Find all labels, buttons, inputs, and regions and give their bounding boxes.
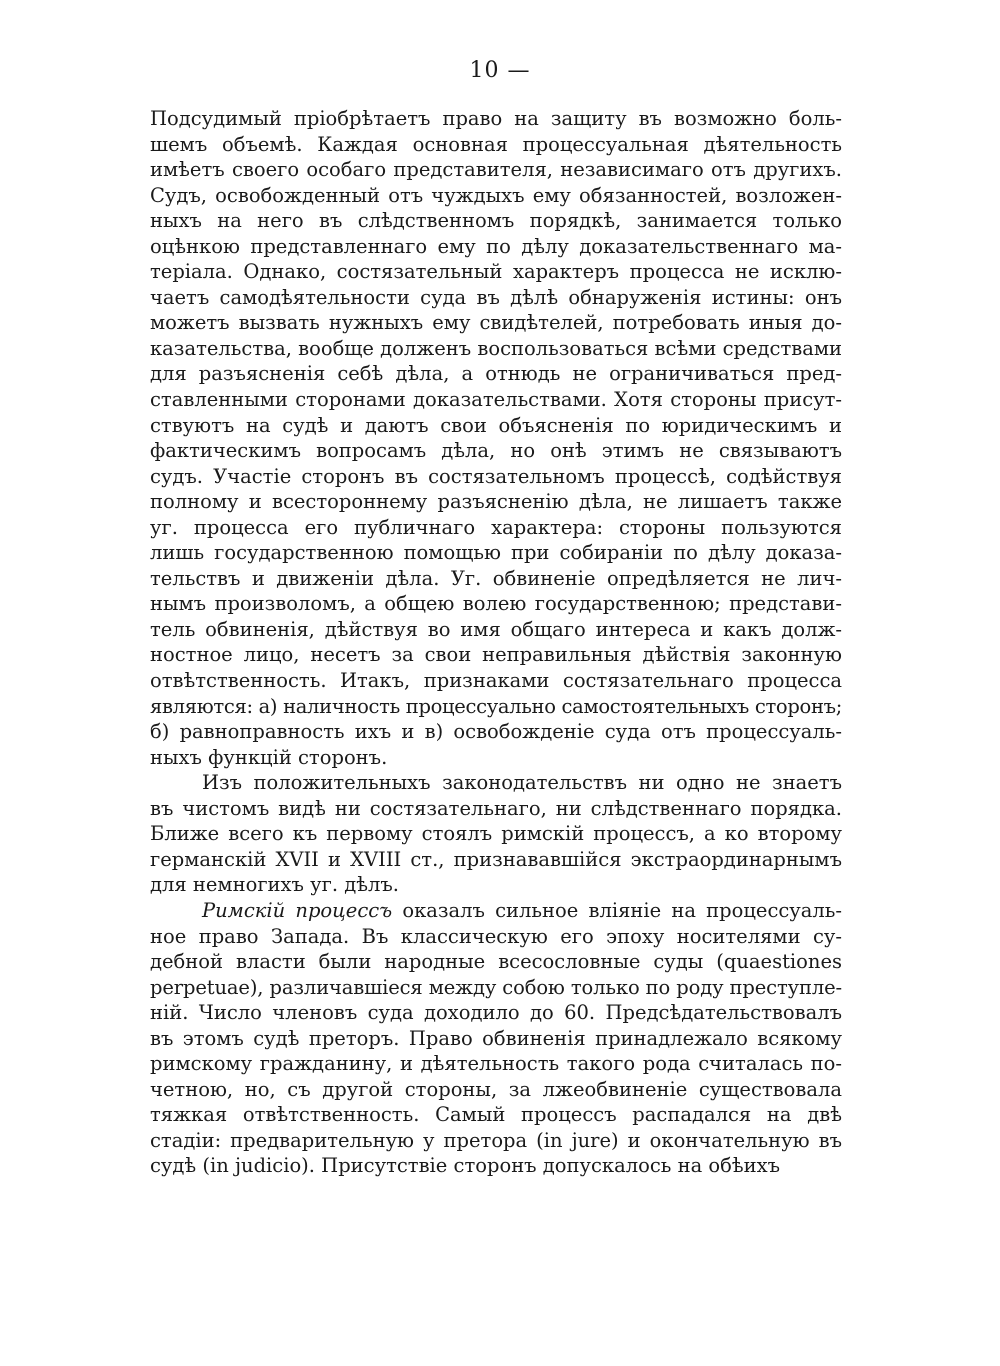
text-line: казательства, вообще долженъ воспользоваться всѣми средствами xyxy=(150,336,842,360)
text-line: ностное лицо, несетъ за свои неправильныя дѣйствія законную xyxy=(150,643,842,667)
paragraph-3 xyxy=(150,898,842,1179)
text-line: ній. Число членовъ суда доходило до 60. Предсѣдательствовалъ xyxy=(150,1001,842,1025)
text-line: Подсудимый пріобрѣтаетъ право на защиту въ возможно боль- xyxy=(150,107,842,130)
text-line-first xyxy=(150,898,842,924)
text-line: ствуютъ на судѣ и даютъ свои объясненія по юридическимъ и xyxy=(150,413,842,437)
text-line: Ближе всего къ первому стоялъ римскій процессъ, а ко второму xyxy=(150,822,842,846)
text-line: ное право Запада. Въ классическую его эпоху носителями су- xyxy=(150,924,842,948)
text-line: въ чистомъ видѣ ни состязательнаго, ни слѣдственнаго порядка. xyxy=(150,796,842,820)
text-line: можетъ вызвать нужныхъ ему свидѣтелей, потребовать иныя до- xyxy=(150,311,842,335)
text-line: являются: а) наличность процессуально самостоятельныхъ сторонъ; xyxy=(150,694,842,718)
text-line: для разъясненія себѣ дѣла, а отнюдь не ограничиваться пред- xyxy=(150,362,842,386)
text-line: въ этомъ судѣ преторъ. Право обвиненія принадлежало всякому xyxy=(150,1026,842,1050)
text-line: ставленными сторонами доказательствами. Хотя стороны присут- xyxy=(150,388,842,412)
text-line: для немногихъ уг. дѣлъ. xyxy=(150,873,399,897)
text-line: б) равноправность ихъ и в) освобожденіе суда отъ процессуаль- xyxy=(150,720,842,744)
text-line: уг. процесса его публичнаго характера: стороны пользуются xyxy=(150,515,842,539)
text-line: лишь государственною помощью при собираніи по дѣлу доказа- xyxy=(150,541,842,565)
text-line: римскому гражданину, и дѣятельность такого рода считалась по- xyxy=(150,1052,842,1076)
text-line: тельствъ и движеніи дѣла. Уг. обвиненіе опредѣляется не лич- xyxy=(150,566,842,590)
text-line: ныхъ на него въ слѣдственномъ порядкѣ, занимается только xyxy=(150,209,842,233)
text-line: дебной власти были народные всесословные суды (quaestiones xyxy=(150,950,842,974)
text-line: отвѣтственность. Итакъ, признаками состязательнаго процесса xyxy=(150,669,842,693)
paragraph-1 xyxy=(150,106,842,770)
paragraph-2 xyxy=(150,770,842,898)
text-line: нымъ произволомъ, а общею волею государственною; представи- xyxy=(150,592,842,616)
text-line: судѣ (in judicio). Присутствіе сторонъ допускалось на обѣихъ xyxy=(150,1154,781,1178)
text-line: тяжкая отвѣтственность. Самый процессъ распадался на двѣ xyxy=(150,1103,842,1127)
text-line: ныхъ функцій сторонъ. xyxy=(150,745,388,769)
text-line: оцѣнкою представленнаго ему по дѣлу доказательственнаго ма- xyxy=(150,234,842,258)
text-line: тель обвиненія, дѣйствуя во имя общаго интереса и какъ долж- xyxy=(150,617,842,641)
text-line: германскій XVII и XVIII ст., признававшійся экстраординарнымъ xyxy=(150,847,842,871)
text-line: судъ. Участіе сторонъ въ состязательномъ процессѣ, содѣйствуя xyxy=(150,464,842,488)
text-line: имѣетъ своего особаго представителя, независимаго отъ другихъ. xyxy=(150,158,842,182)
text-line-rest: оказалъ сильное вліяніе на процессуаль- xyxy=(392,898,842,922)
text-line: Судъ, освобожденный отъ чуждыхъ ему обязанностей, возложен- xyxy=(150,183,842,207)
text-line: четною, но, съ другой стороны, за лжеобвиненіе существовала xyxy=(150,1077,842,1101)
page-number: 10 — xyxy=(469,58,531,83)
text-line: фактическимъ вопросамъ дѣла, но онѣ этимъ не связываютъ xyxy=(150,439,842,463)
text-line: стадіи: предварительную у претора (in jure) и окончательную въ xyxy=(150,1128,842,1152)
text-line: полному и всестороннему разъясненію дѣла, не лишаетъ также xyxy=(150,490,842,514)
text-line: perpetuae), различавшіеся между собою только по роду преступле- xyxy=(150,975,842,999)
body-text xyxy=(150,106,842,1179)
text-line: чаетъ самодѣятельности суда въ дѣлѣ обнаруженія истины: онъ xyxy=(150,285,842,309)
text-line: теріала. Однако, состязательный характеръ процесса не исклю- xyxy=(150,260,842,284)
italic-heading: Римскій процессъ xyxy=(202,898,393,922)
text-line: шемъ объемѣ. Каждая основная процессуальная дѣятельность xyxy=(150,132,842,156)
text-line: Изъ положительныхъ законодательствъ ни одно не знаетъ xyxy=(202,771,842,795)
